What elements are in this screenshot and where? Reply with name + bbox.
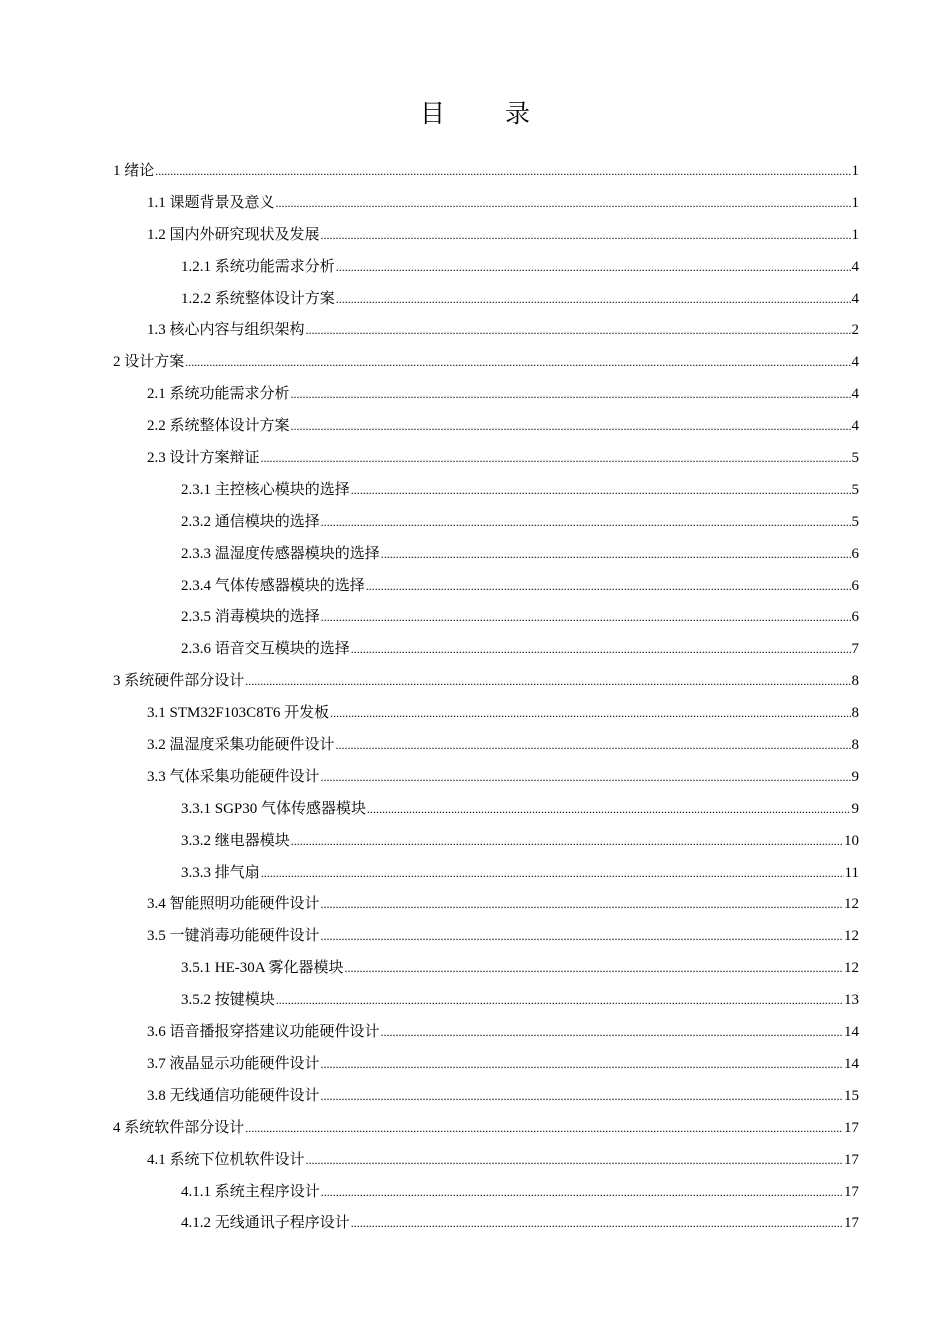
dot-leader [276,992,843,1009]
toc-entry-page: 15 [844,1087,859,1104]
toc-entry[interactable] [113,255,859,287]
toc-entry-page: 17 [844,1151,859,1168]
toc-entry[interactable] [113,669,859,701]
dot-leader [351,1215,843,1232]
toc-entry-label: 1.2.2 系统整体设计方案 [181,290,335,307]
toc-entry-label: 2.3.3 温湿度传感器模块的选择 [181,545,380,562]
dot-leader [261,865,844,882]
table-of-contents [113,159,859,1243]
toc-entry[interactable] [113,1084,859,1116]
toc-entry-label: 2.3.6 语音交互模块的选择 [181,641,350,658]
toc-entry-page: 4 [851,386,859,403]
toc-entry[interactable] [113,733,859,765]
toc-entry-label: 1.2 国内外研究现状及发展 [147,226,320,243]
toc-entry-page: 5 [851,481,859,498]
toc-entry-page: 4 [851,258,859,275]
toc-entry-page: 8 [851,705,859,722]
dot-leader [381,546,851,563]
toc-entry[interactable] [113,318,859,350]
toc-entry-page: 7 [851,641,859,658]
toc-entry-page: 9 [851,768,859,785]
toc-entry-label: 3.3.3 排气扇 [181,864,260,881]
toc-entry[interactable] [113,1052,859,1084]
toc-entry-label: 2.3.4 气体传感器模块的选择 [181,577,365,594]
dot-leader [321,896,843,913]
toc-entry-label: 4 系统软件部分设计 [113,1119,245,1136]
dot-leader [245,1120,843,1137]
toc-entry[interactable] [113,446,859,478]
toc-entry-page: 13 [844,992,859,1009]
toc-entry-label: 2.2 系统整体设计方案 [147,418,290,435]
toc-entry-page: 9 [851,800,859,817]
dot-leader [330,705,850,722]
toc-entry-label: 3.5.1 HE-30A 雾化器模块 [181,960,344,977]
dot-leader [351,482,851,499]
toc-entry-page: 8 [851,737,859,754]
toc-entry[interactable] [113,191,859,223]
toc-entry-page: 17 [844,1183,859,1200]
toc-entry[interactable] [113,1211,859,1243]
toc-entry[interactable] [113,574,859,606]
toc-entry-label: 2.3.5 消毒模块的选择 [181,609,320,626]
toc-entry[interactable] [113,797,859,829]
toc-entry[interactable] [113,478,859,510]
toc-entry-page: 5 [851,513,859,530]
toc-entry[interactable] [113,861,859,893]
toc-entry-page: 14 [844,1055,859,1072]
toc-entry-page: 1 [851,163,859,179]
dot-leader [185,354,850,371]
toc-entry[interactable] [113,892,859,924]
toc-entry-page: 1 [851,194,859,211]
toc-entry[interactable] [113,924,859,956]
toc-entry-page: 10 [844,832,859,849]
toc-entry[interactable] [113,701,859,733]
dot-leader [321,1088,843,1105]
toc-entry-label: 3.3.1 SGP30 气体传感器模块 [181,800,367,817]
toc-entry-label: 3 系统硬件部分设计 [113,673,245,690]
dot-leader [321,769,851,786]
toc-entry-label: 3.1 STM32F103C8T6 开发板 [147,705,330,722]
toc-entry-label: 3.5.2 按键模块 [181,992,275,1009]
toc-entry[interactable] [113,956,859,988]
toc-entry[interactable] [113,605,859,637]
dot-leader [291,418,851,435]
toc-entry[interactable] [113,542,859,574]
dot-leader [306,322,851,339]
toc-entry-label: 2.3.1 主控核心模块的选择 [181,481,350,498]
toc-entry-page: 2 [851,322,859,339]
toc-entry-label: 2 设计方案 [113,354,185,371]
dot-leader [366,578,851,595]
dot-leader [321,609,851,626]
toc-entry-label: 4.1 系统下位机软件设计 [147,1151,305,1168]
toc-entry[interactable] [113,414,859,446]
toc-entry[interactable] [113,350,859,382]
toc-entry-label: 3.8 无线通信功能硬件设计 [147,1087,320,1104]
toc-entry-page: 12 [844,928,859,945]
toc-entry-page: 12 [844,960,859,977]
toc-entry[interactable] [113,988,859,1020]
dot-leader [367,801,850,818]
dot-leader [336,259,851,276]
dot-leader [336,291,851,308]
toc-entry[interactable] [113,1116,859,1148]
toc-entry[interactable] [113,287,859,319]
toc-entry-page: 11 [844,864,859,881]
toc-entry[interactable] [113,765,859,797]
toc-entry-label: 3.2 温湿度采集功能硬件设计 [147,737,335,754]
toc-entry[interactable] [113,637,859,669]
toc-entry[interactable] [113,1020,859,1052]
toc-entry-page: 14 [844,1024,859,1041]
toc-entry-label: 2.1 系统功能需求分析 [147,386,290,403]
toc-entry-label: 1.1 课题背景及意义 [147,194,275,211]
page-title: 目 录 [420,99,556,128]
dot-leader [351,641,851,658]
dot-leader [261,450,851,467]
dot-leader [245,673,850,690]
dot-leader [321,514,851,531]
dot-leader [381,1024,843,1041]
dot-leader [321,1056,843,1073]
dot-leader [276,195,851,212]
dot-leader [345,960,844,977]
toc-entry[interactable] [113,510,859,542]
toc-entry-page: 6 [851,545,859,562]
dot-leader [291,833,843,850]
toc-entry[interactable] [113,159,859,191]
dot-leader [306,1152,843,1169]
toc-entry-label: 1 绪论 [113,163,155,179]
toc-entry-label: 3.3.2 继电器模块 [181,832,290,849]
toc-entry-label: 3.4 智能照明功能硬件设计 [147,896,320,913]
toc-entry-label: 1.2.1 系统功能需求分析 [181,258,335,275]
dot-leader [321,227,851,244]
toc-entry-page: 12 [844,896,859,913]
dot-leader [321,1184,843,1201]
toc-entry-page: 4 [851,354,859,371]
toc-entry-label: 2.3 设计方案辩证 [147,450,260,467]
toc-entry-label: 1.3 核心内容与组织架构 [147,322,305,339]
toc-entry-page: 6 [851,609,859,626]
toc-entry-page: 5 [851,450,859,467]
dot-leader [155,163,850,180]
toc-entry-label: 2.3.2 通信模块的选择 [181,513,320,530]
toc-entry-page: 17 [844,1215,859,1232]
toc-entry[interactable] [113,1148,859,1180]
toc-entry-label: 3.3 气体采集功能硬件设计 [147,768,320,785]
toc-entry[interactable] [113,382,859,414]
toc-entry-label: 4.1.1 系统主程序设计 [181,1183,320,1200]
toc-entry[interactable] [113,829,859,861]
toc-entry-label: 3.5 一键消毒功能硬件设计 [147,928,320,945]
toc-entry-page: 8 [851,673,859,690]
toc-entry-label: 4.1.2 无线通讯子程序设计 [181,1215,350,1232]
dot-leader [291,386,851,403]
toc-entry-label: 3.6 语音播报穿搭建议功能硬件设计 [147,1024,380,1041]
toc-entry-page: 6 [851,577,859,594]
toc-entry-page: 4 [851,290,859,307]
toc-entry[interactable] [113,1180,859,1212]
dot-leader [336,737,851,754]
toc-entry-page: 1 [851,226,859,243]
dot-leader [321,928,843,945]
toc-entry[interactable] [113,223,859,255]
toc-entry-page: 4 [851,418,859,435]
toc-entry-page: 17 [844,1119,859,1136]
toc-entry-label: 3.7 液晶显示功能硬件设计 [147,1055,320,1072]
